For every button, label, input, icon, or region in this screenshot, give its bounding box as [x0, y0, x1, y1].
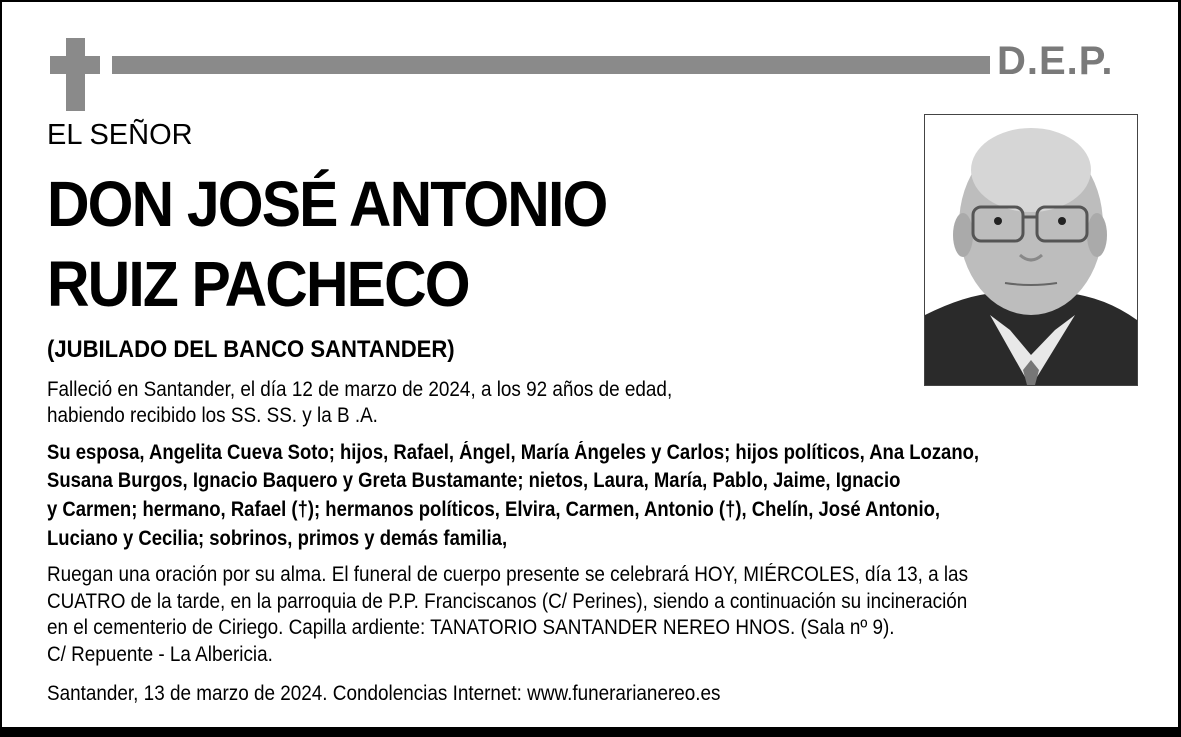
death-info-line1: Falleció en Santander, el día 12 de marzo de 2024, a los 92 años de edad,: [47, 378, 673, 401]
deceased-name-line1: DON JOSÉ ANTONIO: [47, 168, 607, 240]
footer-line: Santander, 13 de marzo de 2024. Condolencias Internet: www.funerarianereo.es: [47, 682, 721, 705]
intro-label: EL SEÑOR: [47, 119, 193, 151]
funeral-line1: Ruegan una oración por su alma. El funeral de cuerpo presente se celebrará HOY, MIÉRCOLES, día 13, a las: [47, 563, 969, 586]
death-info-line2: habiendo recibido los SS. SS. y la B .A.: [47, 404, 378, 427]
deceased-name-line2: RUIZ PACHECO: [47, 248, 469, 320]
portrait-image: [925, 115, 1137, 385]
funeral-line2: CUATRO de la tarde, en la parroquia de P.P. Franciscanos (C/ Perines), siendo a continuación su incineración: [47, 590, 968, 613]
family-line2: Susana Burgos, Ignacio Baquero y Greta Bustamante; nietos, Laura, María, Pablo, Jaime, Ignacio: [47, 469, 901, 492]
portrait-photo: [924, 114, 1138, 386]
family-line1: Su esposa, Angelita Cueva Soto; hijos, Rafael, Ángel, María Ángeles y Carlos; hijos políticos, Ana Lozano,: [47, 441, 980, 464]
funeral-line3: en el cementerio de Ciriego. Capilla ardiente: TANATORIO SANTANDER NEREO HNOS. (Sala nº 9).: [47, 616, 895, 639]
funeral-line4: C/ Repuente - La Albericia.: [47, 643, 273, 666]
family-line4: Luciano y Cecilia; sobrinos, primos y demás familia,: [47, 527, 508, 550]
dep-label: D.E.P.: [997, 39, 1114, 83]
cross-icon: [66, 38, 85, 111]
occupation: (JUBILADO DEL BANCO SANTANDER): [47, 336, 455, 363]
header-rule: [112, 56, 990, 74]
cross-icon-arm: [50, 56, 100, 74]
family-line3: y Carmen; hermano, Rafael (†); hermanos políticos, Elvira, Carmen, Antonio (†), Chelín, José Antonio,: [47, 498, 941, 521]
